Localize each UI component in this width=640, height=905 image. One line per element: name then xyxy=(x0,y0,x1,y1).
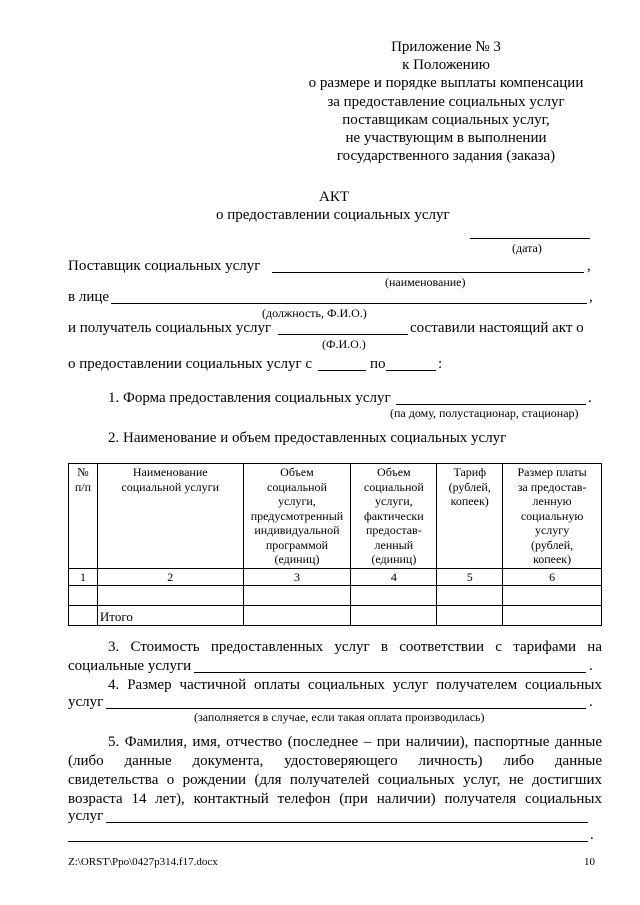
section-4-line2: услуг xyxy=(68,694,104,710)
section-5-line2: (либо данные документа, удостоверяющего личность) либо данные xyxy=(68,753,602,769)
header-line: государственного задания (заказа) xyxy=(336,148,556,165)
recipient-hint: (Ф.И.О.) xyxy=(322,337,366,351)
period-mid: по xyxy=(370,356,386,372)
act-subtitle: о предоставлении социальных услуг xyxy=(216,207,450,223)
table-cell[interactable] xyxy=(503,586,602,606)
person-line[interactable] xyxy=(111,303,587,304)
recipient-line[interactable] xyxy=(278,334,408,335)
table-number-row xyxy=(69,568,602,586)
services-table xyxy=(68,463,602,626)
provider-label: Поставщик социальных услуг xyxy=(68,258,261,274)
page-number: 10 xyxy=(584,856,595,868)
section-3-line2: социальные услуги xyxy=(68,658,192,674)
section-1-end: . xyxy=(588,390,592,406)
col-number: 6 xyxy=(503,568,602,586)
table-cell[interactable] xyxy=(437,606,503,626)
table-total-row xyxy=(69,606,602,626)
col-number: 1 xyxy=(69,568,98,586)
col-header-num: № п/п xyxy=(69,464,98,569)
section-3-line[interactable] xyxy=(194,672,586,673)
header-line: за предоставление социальных услуг xyxy=(327,93,565,110)
period-start-line[interactable] xyxy=(318,370,366,371)
table-cell[interactable] xyxy=(97,586,243,606)
col-number: 5 xyxy=(437,568,503,586)
person-label: в лице xyxy=(68,289,110,305)
header-line: не участвующим в выполнении xyxy=(345,130,547,147)
section-4-line[interactable] xyxy=(106,708,586,709)
date-line xyxy=(470,238,590,239)
table-header-row xyxy=(69,464,602,569)
appendix-header xyxy=(290,38,602,165)
recipient-label: и получатель социальных услуг xyxy=(68,320,272,336)
col-header-actual: Объем социальной услуги, фактически предостав- ленный (единиц) xyxy=(351,464,437,569)
provider-comma: , xyxy=(587,258,591,274)
section-1-line[interactable] xyxy=(396,404,586,405)
section-5-line-b[interactable] xyxy=(68,841,588,842)
period-label: о предоставлении социальных услуг с xyxy=(68,356,313,372)
period-end-line[interactable] xyxy=(386,370,436,371)
section-4-hint: (заполняется в случае, если такая оплата производилась) xyxy=(194,710,485,724)
footer-path: Z:\ORST\Ppo\0427p314.f17.docx xyxy=(68,856,218,868)
col-header-payment: Размер платы за предостав- ленную социальную услугу (рублей, копеек) xyxy=(503,464,602,569)
col-number: 4 xyxy=(351,568,437,586)
date-hint: (дата) xyxy=(512,241,542,255)
col-number: 3 xyxy=(243,568,351,586)
col-header-name: Наименование социальной услуги xyxy=(97,464,243,569)
section-1-label: 1. Форма предоставления социальных услуг xyxy=(108,390,391,406)
col-header-planned: Объем социальной услуги, предусмотренный индивидуальной программой (единиц) xyxy=(243,464,351,569)
provider-line[interactable] xyxy=(272,272,584,273)
recipient-after: составили настоящий акт о xyxy=(410,320,584,336)
section-5-line-a[interactable] xyxy=(106,822,588,823)
section-5-line1: 5. Фамилия, имя, отчество (последнее – при наличии), паспортные данные xyxy=(108,734,602,750)
table-cell[interactable] xyxy=(243,606,351,626)
col-header-tariff: Тариф (рублей, копеек) xyxy=(437,464,503,569)
header-line: к Положению xyxy=(402,57,490,74)
section-2-label: 2. Наименование и объем предоставленных социальных услуг xyxy=(108,430,507,446)
table-cell[interactable] xyxy=(243,586,351,606)
section-5-line5: услуг xyxy=(68,808,104,824)
header-line: о размере и порядке выплаты компенсации xyxy=(308,75,584,92)
table-cell[interactable] xyxy=(351,606,437,626)
table-cell[interactable] xyxy=(351,586,437,606)
table-cell[interactable] xyxy=(437,586,503,606)
total-label: Итого xyxy=(97,606,243,626)
col-number: 2 xyxy=(97,568,243,586)
person-comma: , xyxy=(589,289,593,305)
table-row[interactable] xyxy=(69,586,602,606)
header-line: Приложение № 3 xyxy=(391,39,501,55)
provider-hint: (наименование) xyxy=(385,275,466,289)
act-title: АКТ xyxy=(319,189,349,205)
table-cell[interactable] xyxy=(503,606,602,626)
section-5-line3: свидетельства о рождении (для получателей социальных услуг, не достигших xyxy=(68,772,602,788)
header-line: поставщикам социальных услуг, xyxy=(342,111,550,128)
period-colon: : xyxy=(438,356,443,372)
section-5-end: . xyxy=(590,827,594,843)
section-1-hint: (па дому, полустационар, стационар) xyxy=(390,406,579,420)
table-cell[interactable] xyxy=(69,586,98,606)
section-4-end: . xyxy=(589,694,593,710)
section-3-line1: 3. Стоимость предоставленных услуг в соответствии с тарифами на xyxy=(108,639,602,655)
person-hint: (должность, Ф.И.О.) xyxy=(262,306,367,320)
table-cell[interactable] xyxy=(69,606,98,626)
section-3-end: . xyxy=(589,658,593,674)
section-4-line1: 4. Размер частичной оплаты социальных услуг получателем социальных xyxy=(108,677,602,693)
section-5-line4: возраста 14 лет), контактный телефон (при наличии) получателя социальных xyxy=(68,791,602,807)
